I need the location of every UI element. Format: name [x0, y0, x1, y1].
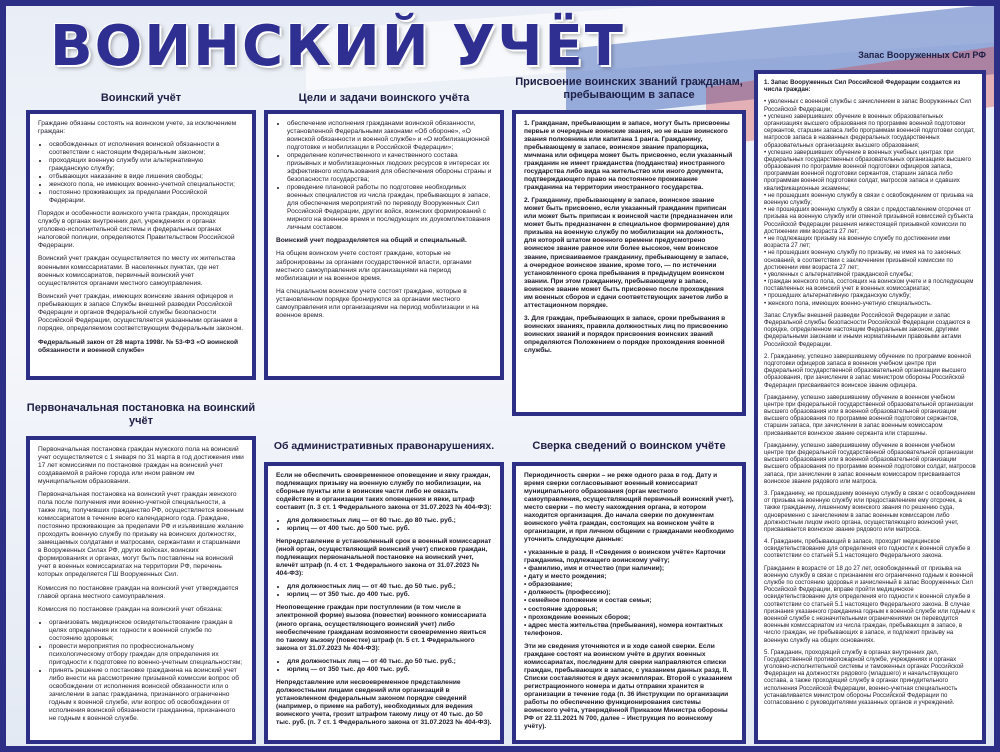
paragraph: Гражданин в возрасте от 18 до 27 лет, освобожденный от призыва на военную службу в связи с признанием его ограниченно годным к военной службе по состоянию здоровья и зачисленный в запас Вооруженных Сил Российской Федерации, вправе пройти медицинское освидетельствование для определения его годности к военной службе в соответствии со статьей 5.1 настоящего Федерального закона. В случае признания указанного гражданина годным к военной службе или годным к военной службе с незначительными ограничениями он переводится военным комиссариатом из числа граждан, пребывающих в запасе, в число граждан, не пребывающих в запасе, и подлежит призыву на военную службу на общих основаниях.: [764, 564, 975, 644]
list-item: • провести мероприятия по профессиональному психологическому отбору граждан для определения их пригодности к подготовке по военно-учетным специальностям;: [49, 643, 244, 667]
list-item: • не прошедших военную службу в связи с освобождением от призыва на военную службу;: [764, 191, 973, 206]
list-reserve-sources: [764, 98, 976, 306]
paragraph: На специальном воинском учете состоят граждане, которые в установленном порядке бронируются за органами местного самоуправления или организациями на период мобилизации и на военное время.: [276, 287, 479, 319]
list-item: • постоянно проживающих за пределами Российской Федерации.: [49, 189, 244, 205]
list-item: • успешно завершивших обучение в военных образовательных организациях высшего образования по программе военной подготовки сержантов, старшин запаса либо программам военной подготовки солдат, матросов запаса в названных федеральных государственных образовательных организациях высшего образования;: [764, 112, 975, 149]
heading-initial-registration: Первоначальная постановка на воинский учёт: [26, 402, 256, 427]
list-item: • не прошедших военную службу в связи с предоставлением отсрочек от призыва на военную службу или отменой призывной комиссией субъекта Российской Федерации решения нижестоящей призывной комиссии по достижении ими возраста 27 лет;: [764, 206, 973, 235]
paragraph: Запас Службы внешней разведки Российской Федерации и запас Федеральной службы безопасности Российской Федерации создаются в порядке, определенном настоящим Федеральным законом, другими федеральными законами и иными нормативными правовыми актами Российской Федерации.: [764, 311, 971, 348]
paragraph: Непредставление в установленный срок в военный комиссариат (иной орган, осуществляющий воинский учет) списков граждан, подлежащих первоначальной постановке на воинский учет, влечёт штраф (п. 4 ст. 1 Федерального закона от 31.07.2023 № 404-ФЗ):: [276, 538, 492, 578]
paragraph: Первоначальная постановка граждан мужского пола на воинский учет осуществляется с 1 января по 31 марта в год достижения ими 17 лет комиссиями по постановке граждан на воинский учет создаваемой в районе города или ином равном им муниципальном образовании.: [38, 446, 244, 486]
list-item: • юрлиц — от 350 тыс. до 400 тыс. руб.: [287, 666, 492, 674]
list-item: • принять решение о постановке гражданина на воинский учет либо внести на рассмотрение призывной комиссии вопрос об освобождении от исполнения воинской обязанности или о зачислении в запас гражданина, признанного ограниченно годным к военной службе, или вопрос об освобождении от исполнения воинской обязанности гражданина, признанного не годным к военной службе.: [49, 667, 244, 723]
list-item: • успешно завершивших обучение в военных учебных центрах при федеральных государственных образовательных организациях высшего образования по программе военной подготовки офицеров запаса, программам военной подготовки сержантов, старшин запаса либо программам военной подготовки солдат, матросов запаса и сдавших квалификационные экзамены;: [764, 148, 971, 192]
list-item: • дату и место рождения;: [524, 573, 607, 581]
paragraph: Комиссия по постановке граждан на воинский учет обязана:: [38, 605, 223, 613]
list-fines: [276, 583, 492, 599]
list-item: • женского пола, не имеющих военно-учетной специальности;: [49, 181, 244, 189]
list-reconciliation-data: [524, 549, 734, 637]
list-fines: [276, 517, 492, 533]
heading-military-registration: Воинский учёт: [100, 92, 182, 104]
list-item: • проходящих военную службу или альтернативную гражданскую службу;: [49, 157, 244, 173]
panel-military-registration: [26, 110, 256, 380]
heading-reconciliation: Сверка сведений о воинском учёте: [532, 440, 726, 452]
law-reference: Федеральный закон от 28 марта 1998г. № 53-ФЗ «О воинской обязанности и военной службе»: [38, 338, 239, 354]
paragraph: 1. Гражданам, пребывающим в запасе, могут быть присвоены первые и очередные воинские звания, но не выше воинского звания полковника или капитана 1 ранга. Гражданину, пребывающему в запасе, воинское звание прапорщика, мичмана или офицера может быть присвоено, если указанный гражданин не имеет гражданства (подданства) иностранного государства либо вида на жительство или иного документа, подтверждающего право на постоянное проживание гражданина на территории иностранного государства.: [524, 120, 733, 192]
paragraph: 4. Гражданин, пребывающий в запасе, проходит медицинское освидетельствование для определения его годности к военной службе в соответствии со статьей 5.1 настоящего Федерального закона.: [764, 538, 971, 560]
list-item: • уволенных с альтернативной гражданской службы;: [764, 270, 913, 278]
reserve-lead: 1. Запас Вооруженных Сил Российской Федерации создается из числа граждан:: [764, 79, 961, 94]
list-item: • не прошедших военную службу по призыву, не имея на то законных оснований, в соответствии с заключением призывной комиссии по достижении ими возраста 27 лет;: [764, 249, 961, 271]
list-item: • отбывающих наказание в виде лишения свободы;: [49, 173, 244, 181]
paragraph: Если не обеспечить своевременное оповещение и явку граждан, подлежащих призыву на военную службу по мобилизации, на сборные пункты или в воинские части либо не оказать содействие в организации таких оповещения и явки, штраф составит (п. 3 ст. 1 Федерального закона от 31.07.2023 № 404-ФЗ):: [276, 472, 492, 512]
paragraph: Первоначальная постановка на воинский учет граждан женского пола после получения ими военно-учетной специальности, а также лиц, получивших гражданство РФ, осуществляется военным комиссариатом в течение всего календарного года. Граждане, постоянно проживающие за пределами РФ и изъявившие желание проходить военную службу по призыву на воинских должностях, замещаемых солдатами и матросами, сержантами и старшинами в Вооруженных Силах РФ, других войсках, воинских формированиях и органах, могут быть поставлены на воинский учет в военных комиссариатах на территории РФ, перечень которых определяется ГШ Вооруженных Сил.: [38, 491, 244, 579]
paragraph: Комиссия по постановке граждан на воинский учет утверждается главой органа местного самоуправления.: [38, 584, 239, 600]
list-item: • образование;: [524, 581, 573, 589]
list-item: • должность (профессию);: [524, 589, 611, 597]
panel-ranks: [512, 110, 746, 416]
paragraph: Эти же сведения уточняются и в ходе самой сверки. Если граждане состоят на воинском учёте в других военных комиссариатах, последним для сверки направляются списки граждан, пребывающих в запасе, с указанием данных разд. II. Списки составляются в двух экземплярах. Второй с указанием регистрационного номера и даты отправки хранится в организации в течение года (п. 36 Инструкции по организации работы по обеспечению функционирования системы воинского учёта, утверждённой Приказом Министра обороны РФ от 22.11.2021 N 700, далее – Инструкция по воинскому учёту).: [524, 642, 732, 730]
heading-goals: Цели и задачи воинского учёта: [298, 92, 470, 104]
list-item: • прохождение военных сборов;: [524, 613, 631, 621]
paragraph: 3. Гражданину, не прошедшему военную службу в связи с освобождением от призыва на военную службу или предоставлением ему отсрочек, а также гражданину, лишенному воинского звания по решению суда, одновременно с зачислением в запас военным комиссаром либо должностным лицом иного органа, осуществляющего воинский учет, присваивается воинское звание рядового или матроса.: [764, 489, 976, 533]
page-title: ВОИНСКИЙ УЧЁТ: [50, 14, 626, 79]
list-fines: [276, 658, 492, 674]
list-item: • юрлиц — от 350 тыс. до 400 тыс. руб.: [287, 591, 492, 599]
list-item: • организовать медицинское освидетельствование граждан в целях определения их годности к военной службе по состоянию здоровья;: [49, 619, 244, 643]
text-registration-intro: Граждане обязаны состоять на воинском учете, за исключением граждан:: [38, 120, 237, 136]
panel-reserve: [754, 70, 986, 744]
list-item: • женского пола, имеющих военно-учетную специальность.: [764, 299, 932, 307]
list-goals: [276, 120, 492, 232]
paragraph: 3. Для граждан, пребывающих в запасе, сроки пребывания в воинских званиях, правила должностных лиц по присвоению воинских званий и порядок присвоения воинских званий определяются Положением о порядке прохождения военной службы.: [524, 314, 729, 354]
list-item: • указанные в разд. II «Сведения о воинском учёте» Карточки гражданина, подлежащего воинскому учёту;: [524, 549, 726, 565]
list-item: • адрес места жительства (пребывания), номера контактных телефонов.: [524, 621, 723, 637]
list-item: • обеспечение исполнения гражданами воинской обязанности, установленной Федеральными законами «Об обороне», «О воинской обязанности и военной службе» и «О мобилизационной подготовке и мобилизации в Российской Федерации»;: [287, 120, 492, 152]
heading-ranks: Присвоение воинских званий гражданам, пребывающим в запасе: [515, 76, 743, 101]
list-item: • прошедших альтернативную гражданскую службу;: [764, 292, 911, 300]
list-item: • состояние здоровья;: [524, 605, 598, 613]
goals-subheading: Воинский учет подразделяется на общий и специальный.: [276, 237, 467, 245]
panel-offenses: [264, 462, 504, 744]
list-item: • для должностных лиц — от 60 тыс. до 80 тыс. руб.;: [287, 517, 492, 525]
list-item: • граждан женского пола, состоящих на воинском учете и в последующем поставленных на воинский учет в военных комиссариатах;: [764, 278, 974, 293]
paragraph: Порядок и особенности воинского учета граждан, проходящих службу в органах внутренних дел, учреждениях и органах уголовно-исполнительной системы и федеральных органах налоговой полиции, определяются Правительством Российской Федерации.: [38, 210, 235, 250]
list-item: • для должностных лиц — от 40 тыс. до 50 тыс. руб.;: [287, 658, 492, 666]
paragraph: Гражданину, успешно завершившему обучение в военном учебном центре при федеральной государственной образовательной организации высшего образования или в военной образовательной организации высшего образования по программе военной подготовки солдат, матросов запаса, при зачислении в запас военным комиссаром присваивается воинское звание рядового или матроса.: [764, 441, 976, 485]
paragraph: 2. Гражданину, пребывающему в запасе, воинское звание может быть присвоено, если указанный гражданин приписан или может быть приписан к воинской части (предназначен или может быть предназначен в специальное формирование) для призыва на военную службу по мобилизации на должность, для которой штатом военного времени предусмотрено воинское звание равное или более высокое, чем воинское звание, присваиваемое гражданину, пребывающему в запасе, а очередное воинское звание, кроме того, — по истечении установленного срока пребывания в предыдущем воинском звании. При этом гражданину, пребывающему в запасе, воинское звание может быть присвоено после прохождения им военных сборов и сдачи соответствующих зачетов либо в аттестационном порядке.: [524, 197, 733, 309]
paragraph: На общем воинском учете состоят граждане, которые не забронированы за органами государственной власти, органами местного самоуправления или организациями на период мобилизации и на военное время.: [276, 250, 472, 282]
list-item: • юрлиц — от 400 тыс. до 500 тыс. руб.: [287, 525, 492, 533]
panel-reconciliation: [512, 462, 746, 744]
paragraph: Воинский учет граждан, имеющих воинские звания офицеров и пребывающих в запасе Службы внешней разведки Российской Федерации и органов Федеральной службы безопасности Российской Федерации, осуществляется указанными органами в порядке, определяемом соответствующим Федеральным законом.: [38, 292, 244, 332]
list-commission-duties: [38, 619, 244, 723]
heading-reserve: Запас Вооруженных Сил РФ: [858, 50, 986, 60]
panel-initial-registration: [26, 436, 256, 744]
list-item: • фамилию, имя и отчество (при наличии);: [524, 565, 665, 573]
list-item: • для должностных лиц — от 40 тыс. до 50 тыс. руб.;: [287, 583, 492, 591]
paragraph: Непредставление или несвоевременное представление должностными лицами сведений или организаций в установленном федеральным законом порядке сведений (например, о приеме на работу), необходимых для ведения воинского учета, грозит штрафом такому лицу от 40 тыс. до 50 тыс. руб. (п. 7 ст. 1 Федерального закона от 31.07.2023 № 404-ФЗ).: [276, 678, 492, 726]
paragraph: Периодичность сверки – не реже одного раза в год. Дату и время сверки согласовывают военный комиссариат муниципального образования (орган местного самоуправления, осуществляющий первичный воинский учет), место сверки – по месту нахождения органа, в котором находится организация. До начала сверки по документам воинского учёта граждан, состоящих на воинском учёте в организации, и при личном общении с гражданами необходимо уточнить следующие данные:: [524, 472, 734, 544]
panel-goals: [264, 110, 504, 380]
list-registration-exceptions: [38, 141, 244, 205]
paragraph: Гражданину, успешно завершившему обучение в военном учебном центре при федеральной государственной образовательной организации высшего образования или в военной образовательной организации высшего образования по программе военной подготовки сержантов, старшин запаса, при зачислении в запас военным комиссаром присваивается воинское звание сержанта или старшины.: [764, 393, 974, 437]
list-item: • определение количественного и качественного состава призывных и мобилизационных людских ресурсов в интересах их эффективного использования для обеспечения обороны страны и безопасности государства;: [287, 152, 492, 184]
paragraph: 5. Гражданин, проходящий службу в органах внутренних дел, Государственной противопожарной службе, учреждениях и органах уголовно-исполнительной системы и таможенных органах Российской Федерации на должностях рядового (младшего) и начальствующего состава, а также проходящий службу в органах принудительного исполнения Российской Федерации, военно-учетная специальность устанавливается министром обороны Российской Федерации по согласованию с руководителями указанных органов и учреждений.: [764, 648, 964, 706]
paragraph: Воинский учет граждан осуществляется по месту их жительства военными комиссариатами. В населенных пунктах, где нет военных комиссариатов, первичный воинский учет осуществляется органами местного самоуправления.: [38, 255, 236, 287]
heading-offenses: Об административных правонарушениях.: [273, 440, 495, 452]
paragraph: 2. Гражданину, успешно завершившему обучение по программе военной подготовки офицеров запаса в военном учебном центре при федеральной государственной образовательной организации высшего образования, при зачислении в запас министром обороны Российской Федерации присваивается воинское звание офицера.: [764, 352, 972, 389]
paragraph: Неоповещение граждан при поступлении (в том числе в электронной форме) вызова (повестки) военного комиссариата (иного органа, осуществляющего воинский учет) либо необеспечение гражданам возможности своевременно явиться по такому вызову (повестке) штраф (п. 5 ст. 1 Федерального закона от 31.07.2023 № 404-ФЗ):: [276, 604, 487, 652]
list-item: • не подлежащих призыву на военную службу по достижении ими возраста 27 лет;: [764, 234, 951, 250]
list-item: • проведение плановой работы по подготовке необходимых военных специалистов из числа граждан, пребывающих в запасе, для обеспечения мероприятий по переводу Вооруженных Сил Российской Федерации, других войск, воинских формирований с мирного на военное время и последующих их доукомплектования личным составом.: [287, 184, 492, 232]
list-item: • уволенных с военной службы с зачислением в запас Вооруженных Сил Российской Федерации;: [764, 98, 972, 113]
list-item: • семейное положение и состав семьи;: [524, 597, 652, 605]
list-item: • освобожденных от исполнения воинской обязанности в соответствии с настоящим Федеральным законом;: [49, 141, 244, 157]
